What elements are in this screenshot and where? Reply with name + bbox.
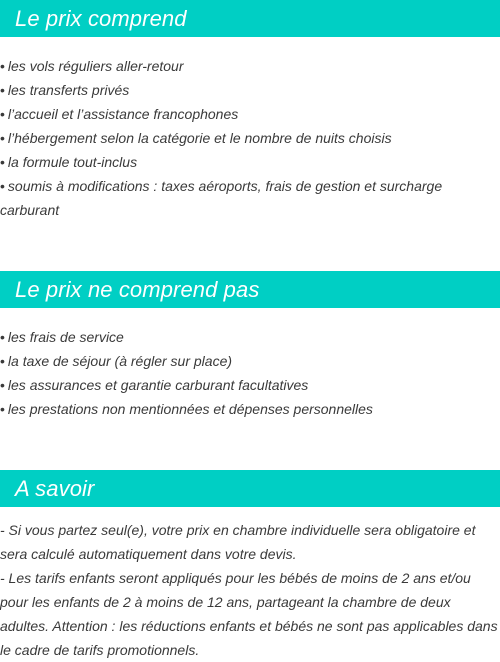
bullet-icon: • xyxy=(0,178,5,194)
list-item: • l’accueil et l’assistance francophones xyxy=(0,106,239,122)
bullet-icon: • xyxy=(0,58,5,74)
price-excludes-list xyxy=(0,325,500,421)
list-item: • soumis à modifications : taxes aéroports, frais de gestion et surcharge carburant xyxy=(0,178,443,218)
section-header-price-includes: Le prix comprend xyxy=(0,0,500,37)
section-header-good-to-know: A savoir xyxy=(0,470,500,507)
list-item: • les vols réguliers aller-retour xyxy=(0,58,184,74)
list-item: • la taxe de séjour (à régler sur place) xyxy=(0,353,233,369)
list-item: • les frais de service xyxy=(0,329,124,345)
list-item: • les prestations non mentionnées et dépenses personnelles xyxy=(0,401,373,417)
bullet-icon: • xyxy=(0,377,5,393)
bullet-icon: • xyxy=(0,401,5,417)
list-item: • les assurances et garantie carburant facultatives xyxy=(0,377,309,393)
list-item: • la formule tout-inclus xyxy=(0,154,138,170)
price-includes-list xyxy=(0,54,500,222)
list-item: • l’hébergement selon la catégorie et le nombre de nuits choisis xyxy=(0,130,392,146)
bullet-icon: • xyxy=(0,154,5,170)
bullet-icon: • xyxy=(0,82,5,98)
info-paragraph: - Les tarifs enfants seront appliqués pour les bébés de moins de 2 ans et/ou pour les enfants de 2 à moins de 12 ans, partageant la chambre de deux adultes. Attention : les réductions enfants et bébés ne sont pas applicables dans le cadre de tarifs promotionnels. xyxy=(0,570,498,658)
list-item: • les transferts privés xyxy=(0,82,130,98)
bullet-icon: • xyxy=(0,329,5,345)
info-paragraph: - Si vous partez seul(e), votre prix en chambre individuelle sera obligatoire et sera calculé automatiquement dans votre devis. xyxy=(0,522,476,562)
section-header-price-excludes: Le prix ne comprend pas xyxy=(0,271,500,308)
bullet-icon: • xyxy=(0,106,5,122)
good-to-know-text xyxy=(0,518,500,662)
bullet-icon: • xyxy=(0,130,5,146)
bullet-icon: • xyxy=(0,353,5,369)
